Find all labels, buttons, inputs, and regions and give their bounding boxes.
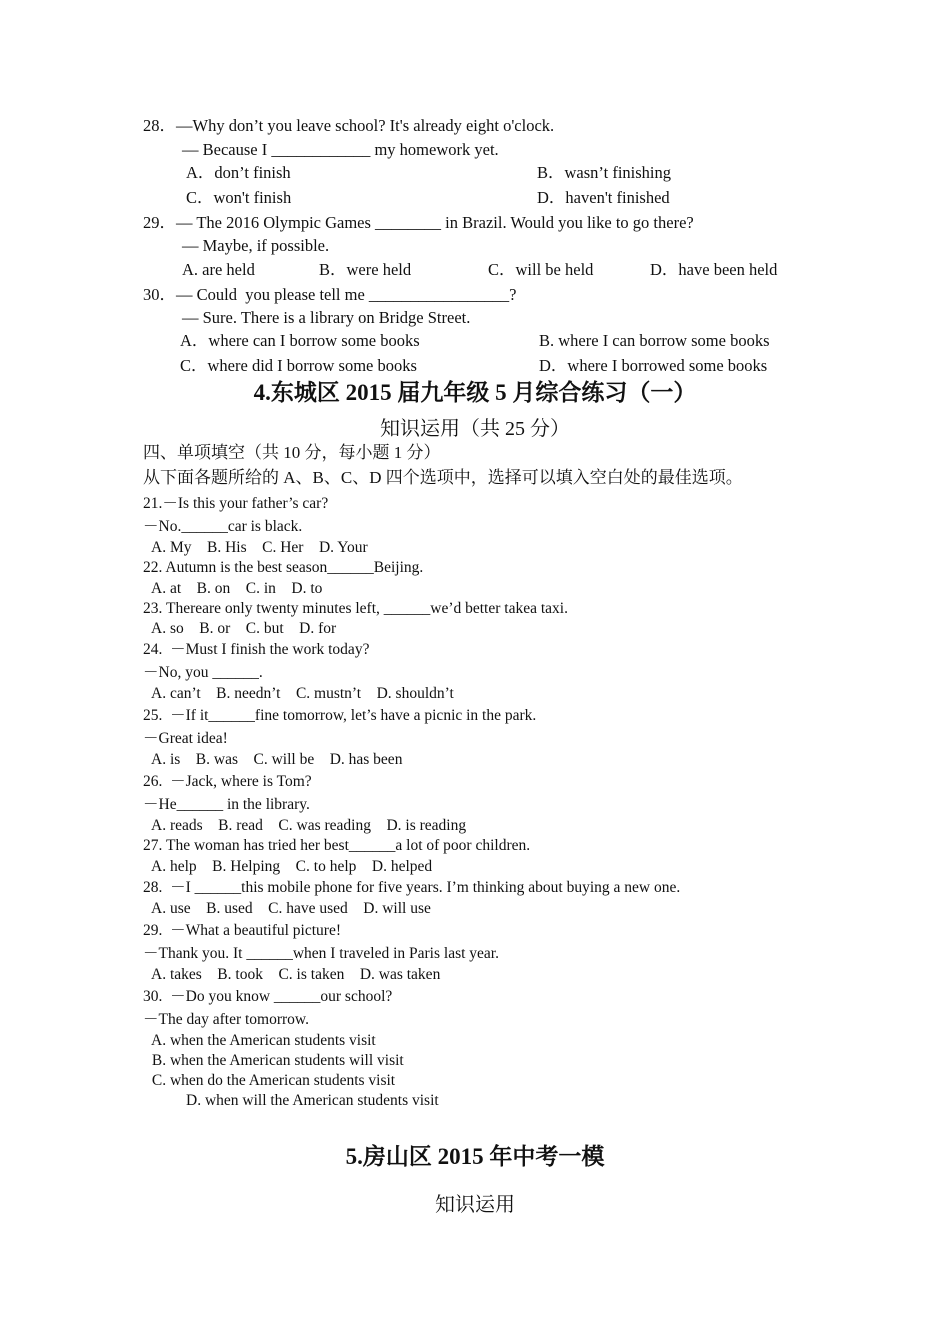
- q30-option-a: A．where can I borrow some books: [180, 331, 420, 350]
- list-item: A. takes B. took C. is taken D. was taken: [148, 966, 441, 983]
- instruction: 从下面各题所给的 A、B、C、D 四个选项中，选择可以填入空白处的最佳选项。: [143, 468, 743, 487]
- list-item: A. so B. or C. but D. for: [148, 620, 337, 637]
- list-item: 21.－Is this your father’s car?: [143, 495, 329, 512]
- list-item: 24. －Must I finish the work today?: [143, 641, 370, 658]
- q30-option-c: C．where did I borrow some books: [180, 356, 417, 375]
- q29-option-d: D．have been held: [650, 260, 778, 279]
- list-item: －Thank you. It ______when I traveled in Paris last year.: [143, 945, 499, 962]
- q29-reply: — Maybe, if possible.: [182, 236, 330, 255]
- q28-option-b: B．wasn’t finishing: [537, 163, 671, 182]
- list-item: A. My B. His C. Her D. Your: [148, 539, 368, 556]
- list-item: 30. －Do you know ______our school?: [143, 988, 393, 1005]
- section5-title: 5.房山区 2015 年中考一模: [345, 1144, 605, 1169]
- q28-option-d: D．haven't finished: [537, 188, 670, 207]
- q30-option-b: B. where I can borrow some books: [539, 331, 770, 350]
- q28-stem: 28．—Why don’t you leave school? It's already eight o'clock.: [143, 116, 555, 135]
- list-item: －The day after tomorrow.: [143, 1011, 309, 1028]
- list-item: 25. －If it______fine tomorrow, let’s have a picnic in the park.: [143, 707, 537, 724]
- q30-option-d: D．where I borrowed some books: [539, 356, 768, 375]
- section4-subtitle: 知识运用（共 25 分）: [380, 418, 570, 440]
- part-heading: 四、单项填空（共 10 分，每小题 1 分）: [143, 443, 441, 462]
- list-item: A. use B. used C. have used D. will use: [148, 900, 431, 917]
- list-item: C. when do the American students visit: [148, 1072, 396, 1089]
- list-item: 29. －What a beautiful picture!: [143, 922, 341, 939]
- list-item: 22. Autumn is the best season______Beijing.: [143, 559, 424, 576]
- list-item: D. when will the American students visit: [186, 1092, 439, 1109]
- list-item: A. can’t B. needn’t C. mustn’t D. shouldn’t: [148, 685, 454, 702]
- q30-stem: 30．— Could you please tell me _________________?: [143, 285, 517, 304]
- list-item: A. help B. Helping C. to help D. helped: [148, 858, 433, 875]
- list-item: 28. －I ______this mobile phone for five years. I’m thinking about buying a new one.: [143, 879, 681, 896]
- section4-title: 4.东城区 2015 届九年级 5 月综合练习（一）: [253, 380, 697, 405]
- list-item: －No.______car is black.: [143, 518, 303, 535]
- list-item: －No, you ______.: [143, 664, 263, 681]
- q28-reply: — Because I ____________ my homework yet.: [182, 140, 499, 159]
- list-item: 23. Thereare only twenty minutes left, ______we’d better takea taxi.: [143, 600, 568, 617]
- list-item: －Great idea!: [143, 730, 228, 747]
- list-item: A. reads B. read C. was reading D. is reading: [148, 817, 467, 834]
- list-item: A. at B. on C. in D. to: [148, 580, 323, 597]
- q29-option-b: B．were held: [319, 260, 412, 279]
- list-item: A. is B. was C. will be D. has been: [148, 751, 403, 768]
- q29-stem: 29．— The 2016 Olympic Games ________ in Brazil. Would you like to go there?: [143, 213, 694, 232]
- list-item: －He______ in the library.: [143, 796, 310, 813]
- section5-subtitle: 知识运用: [435, 1194, 515, 1216]
- list-item: A. when the American students visit: [148, 1032, 376, 1049]
- list-item: 27. The woman has tried her best______a lot of poor children.: [143, 837, 531, 854]
- list-item: 26. －Jack, where is Tom?: [143, 773, 312, 790]
- q28-option-c: C．won't finish: [186, 188, 292, 207]
- list-item: B. when the American students will visit: [148, 1052, 404, 1069]
- q30-reply: — Sure. There is a library on Bridge Street.: [182, 308, 471, 327]
- q29-option-c: C．will be held: [488, 260, 594, 279]
- q29-option-a: A. are held: [182, 260, 255, 279]
- q28-option-a: A．don’t finish: [186, 163, 291, 182]
